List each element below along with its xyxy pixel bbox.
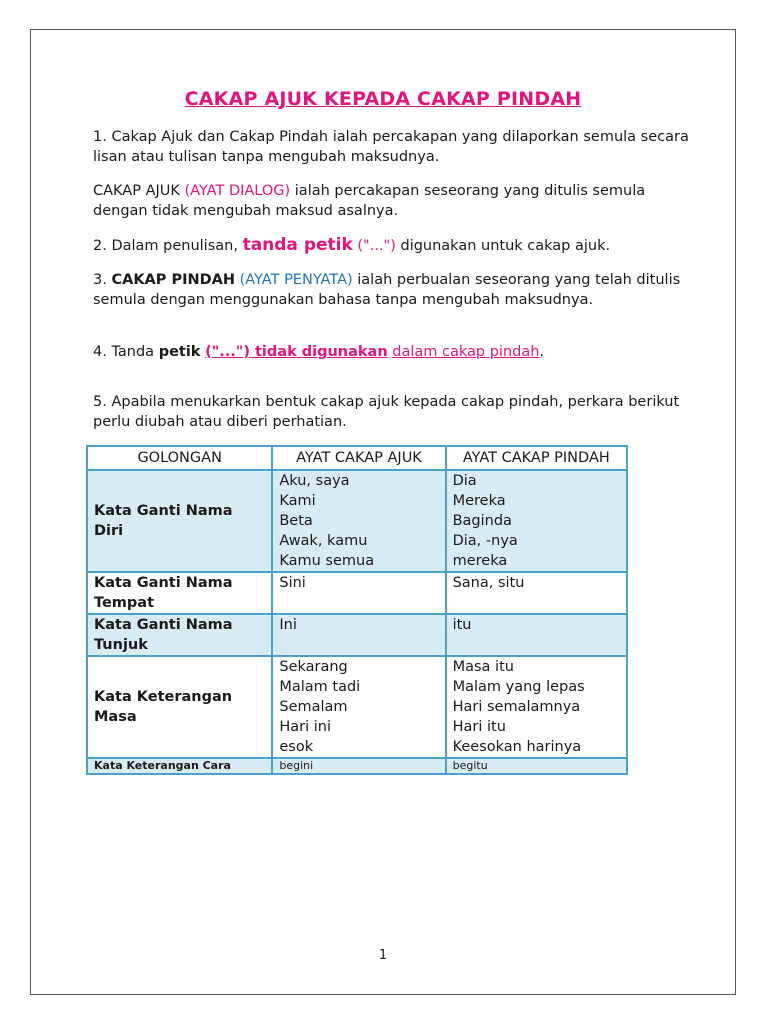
- ajuk-cell: [272, 614, 445, 656]
- paragraph-4: [93, 342, 693, 362]
- ajuk-item: esok: [279, 739, 314, 755]
- category-cell: Kata Keterangan Masa: [87, 656, 272, 758]
- pindah-cell: [446, 572, 627, 614]
- ajuk-item: Hari ini: [279, 719, 331, 735]
- category-cell: Kata Keterangan Cara: [87, 758, 272, 774]
- paragraph-cakap-ajuk: [93, 181, 693, 221]
- pindah-item: Hari semalamnya: [452, 699, 581, 715]
- pindah-cell: [446, 758, 627, 774]
- ajuk-cell: [272, 572, 445, 614]
- paragraph-5: 5. Apabila menukarkan bentuk cakap ajuk kepada cakap pindah, perkara berikut perlu diubah atau diberi perhatian.: [93, 394, 680, 430]
- paragraph-3: [93, 270, 693, 310]
- quote-symbol: ("..."): [357, 238, 396, 254]
- ajuk-item: Kami: [279, 493, 316, 509]
- pindah-cell: [446, 656, 627, 758]
- pindah-item: mereka: [452, 553, 508, 569]
- pindah-item: itu: [452, 617, 472, 633]
- ajuk-item: Sini: [279, 575, 306, 591]
- highlight-ayat-penyata: (AYAT PENYATA): [239, 272, 353, 288]
- ajuk-item: Kamu semua: [279, 553, 375, 569]
- pindah-item: Masa itu: [452, 659, 514, 675]
- ajuk-item: begini: [279, 759, 314, 772]
- header-ayat-cakap-ajuk: AYAT CAKAP AJUK: [272, 446, 445, 470]
- paragraph-4-intro: 4. Tanda: [93, 344, 155, 360]
- highlight-ayat-dialog: (AYAT DIALOG): [184, 183, 291, 199]
- table-row: [87, 572, 627, 614]
- ajuk-item: Beta: [279, 513, 313, 529]
- table-row: [87, 614, 627, 656]
- page-title: CAKAP AJUK KEPADA CAKAP PINDAH: [184, 88, 582, 110]
- ajuk-item: Awak, kamu: [279, 533, 368, 549]
- header-golongan: GOLONGAN: [87, 446, 272, 470]
- pindah-item: begitu: [452, 759, 488, 772]
- pindah-item: Hari itu: [452, 719, 506, 735]
- highlight-tanda-petik: tanda petik: [242, 235, 353, 255]
- table-row: [87, 656, 627, 758]
- pindah-item: Mereka: [452, 493, 506, 509]
- link-cakap-pindah[interactable]: dalam cakap pindah: [392, 344, 540, 360]
- paragraph-2-intro: 2. Dalam penulisan,: [93, 238, 238, 254]
- category-cell: Kata Ganti Nama Tunjuk: [87, 614, 272, 656]
- paragraph-2: [93, 235, 693, 256]
- header-ayat-cakap-pindah: AYAT CAKAP PINDAH: [446, 446, 627, 470]
- ajuk-cell: [272, 470, 445, 572]
- table-row: [87, 470, 627, 572]
- term-cakap-ajuk: CAKAP AJUK: [93, 183, 180, 199]
- ajuk-item: Aku, saya: [279, 473, 350, 489]
- conversion-table: [86, 445, 628, 775]
- pindah-cell: [446, 614, 627, 656]
- category-cell: Kata Ganti Nama Diri: [87, 470, 272, 572]
- ajuk-item: Semalam: [279, 699, 348, 715]
- paragraph-1: 1. Cakap Ajuk dan Cakap Pindah ialah percakapan yang dilaporkan semula secara lisan atau tulisan tanpa mengubah maksudnya.: [93, 129, 689, 165]
- pindah-item: Baginda: [452, 513, 512, 529]
- table-row: [87, 758, 627, 774]
- ajuk-item: Ini: [279, 617, 297, 633]
- ajuk-item: Malam tadi: [279, 679, 361, 695]
- table-header-row: [87, 446, 627, 470]
- pindah-item: Sana, situ: [452, 575, 525, 591]
- definition-text: ialah percakapan seseorang yang ditulis semula dengan tidak mengubah maksud asalnya.: [93, 183, 646, 219]
- paragraph-3-rest: ialah perbualan seseorang yang telah ditulis semula dengan menggunakan bahasa tanpa mengubah maksudnya.: [93, 272, 681, 308]
- paragraph-3-number: 3.: [93, 272, 107, 288]
- paragraph-2-rest: digunakan untuk cakap ajuk.: [400, 238, 611, 254]
- ajuk-cell: [272, 758, 445, 774]
- ajuk-cell: [272, 656, 445, 758]
- paragraph-4-end: .: [539, 344, 545, 360]
- term-cakap-pindah: CAKAP PINDAH: [111, 272, 236, 288]
- pindah-item: Keesokan harinya: [452, 739, 582, 755]
- ajuk-item: Sekarang: [279, 659, 348, 675]
- pindah-item: Malam yang lepas: [452, 679, 585, 695]
- highlight-not-used: ("...") tidak digunakan: [205, 344, 388, 360]
- page-number: 1: [378, 948, 388, 963]
- term-petik: petik: [158, 344, 201, 360]
- pindah-item: Dia, -nya: [452, 533, 518, 549]
- pindah-cell: [446, 470, 627, 572]
- category-cell: Kata Ganti Nama Tempat: [87, 572, 272, 614]
- pindah-item: Dia: [452, 473, 477, 489]
